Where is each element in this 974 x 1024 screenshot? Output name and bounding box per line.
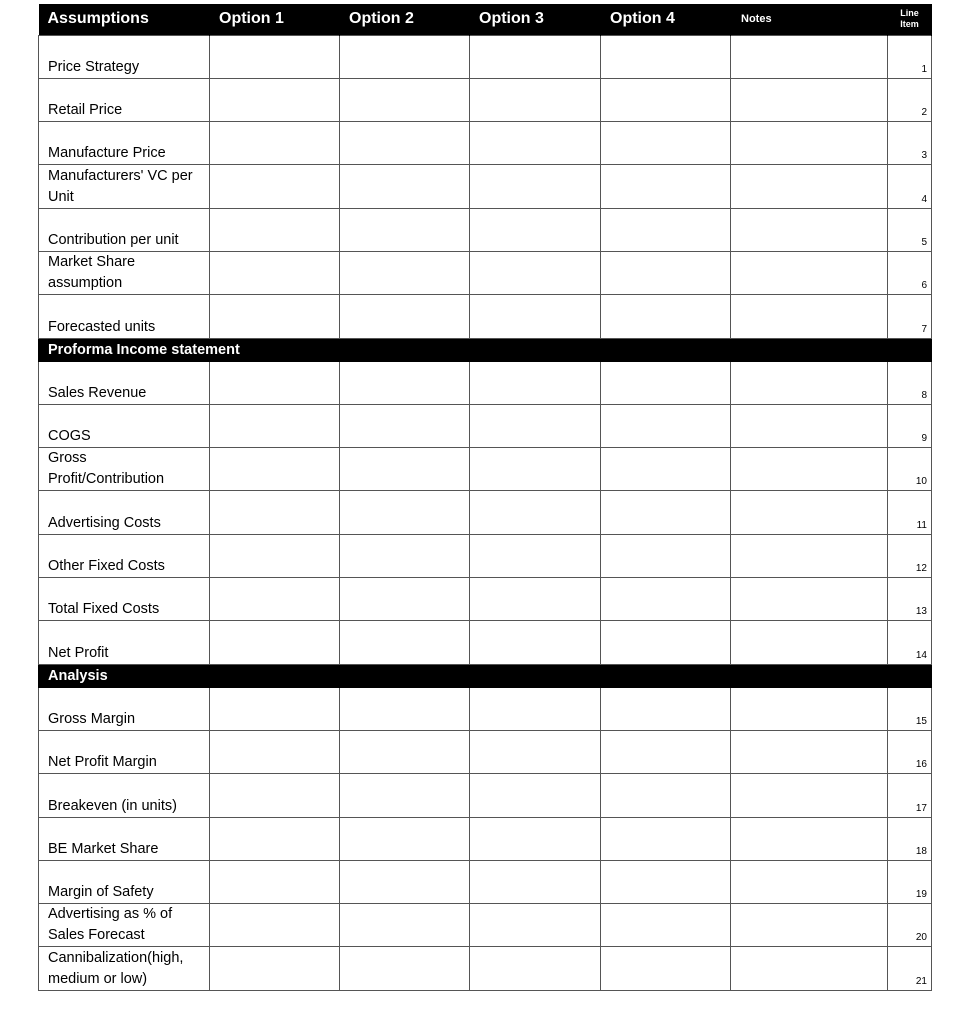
table-row: [39, 687, 932, 730]
notes-cell[interactable]: [731, 621, 888, 664]
option-3-cell[interactable]: [470, 621, 601, 664]
option-2-cell[interactable]: [340, 860, 470, 903]
row-label: Sales Revenue: [39, 361, 210, 404]
option-3-cell[interactable]: [470, 687, 601, 730]
option-3-cell[interactable]: [470, 904, 601, 947]
option-3-cell[interactable]: [470, 251, 601, 294]
notes-cell[interactable]: [731, 904, 888, 947]
line-item-number: 15: [888, 687, 932, 730]
row-label: Net Profit: [39, 621, 210, 664]
option-1-cell[interactable]: [210, 904, 340, 947]
option-2-cell[interactable]: [340, 448, 470, 491]
option-3-cell[interactable]: [470, 491, 601, 534]
option-1-cell[interactable]: [210, 621, 340, 664]
header-option-1: Option 1: [210, 4, 340, 35]
option-2-cell[interactable]: [340, 78, 470, 121]
notes-cell[interactable]: [731, 35, 888, 78]
row-label: Contribution per unit: [39, 208, 210, 251]
option-4-cell[interactable]: [601, 621, 731, 664]
row-label: Gross Margin: [39, 687, 210, 730]
option-4-cell[interactable]: [601, 165, 731, 208]
notes-cell[interactable]: [731, 687, 888, 730]
option-1-cell[interactable]: [210, 491, 340, 534]
table-row: [39, 35, 932, 78]
header-option-4: Option 4: [601, 4, 731, 35]
option-2-cell[interactable]: [340, 491, 470, 534]
section-analysis-title: Analysis: [39, 664, 932, 687]
option-4-cell[interactable]: [601, 860, 731, 903]
line-item-number: 21: [888, 947, 932, 990]
notes-cell[interactable]: [731, 860, 888, 903]
option-2-cell[interactable]: [340, 165, 470, 208]
notes-cell[interactable]: [731, 491, 888, 534]
option-3-cell[interactable]: [470, 860, 601, 903]
option-1-cell[interactable]: [210, 774, 340, 817]
option-2-cell[interactable]: [340, 687, 470, 730]
row-label: Advertising Costs: [39, 491, 210, 534]
table-row: [39, 774, 932, 817]
row-label: Breakeven (in units): [39, 774, 210, 817]
header-option-2: Option 2: [340, 4, 470, 35]
option-3-cell[interactable]: [470, 448, 601, 491]
table-row: [39, 534, 932, 577]
notes-cell[interactable]: [731, 361, 888, 404]
option-1-cell[interactable]: [210, 817, 340, 860]
row-label: Total Fixed Costs: [39, 578, 210, 621]
table-row: [39, 817, 932, 860]
row-label: BE Market Share: [39, 817, 210, 860]
option-3-cell[interactable]: [470, 78, 601, 121]
line-item-number: 6: [888, 251, 932, 294]
line-item-number: 1: [888, 35, 932, 78]
notes-cell[interactable]: [731, 817, 888, 860]
option-1-cell[interactable]: [210, 295, 340, 338]
row-label: Cannibalization(high, medium or low): [39, 947, 210, 990]
table-row: [39, 208, 932, 251]
row-label: Price Strategy: [39, 35, 210, 78]
table-body: [39, 35, 932, 990]
option-1-cell[interactable]: [210, 361, 340, 404]
row-label: Forecasted units: [39, 295, 210, 338]
line-item-number: 19: [888, 860, 932, 903]
option-4-cell[interactable]: [601, 404, 731, 447]
option-2-cell[interactable]: [340, 578, 470, 621]
notes-cell[interactable]: [731, 534, 888, 577]
option-3-cell[interactable]: [470, 578, 601, 621]
notes-cell[interactable]: [731, 578, 888, 621]
option-3-cell[interactable]: [470, 774, 601, 817]
line-item-number: 7: [888, 295, 932, 338]
option-4-cell[interactable]: [601, 295, 731, 338]
line-item-number: 18: [888, 817, 932, 860]
line-item-number: 17: [888, 774, 932, 817]
line-item-number: 11: [888, 491, 932, 534]
line-item-number: 13: [888, 578, 932, 621]
option-4-cell[interactable]: [601, 730, 731, 773]
table-row: [39, 860, 932, 903]
option-4-cell[interactable]: [601, 251, 731, 294]
row-label: Gross Profit/Contribution: [39, 448, 210, 491]
option-3-cell[interactable]: [470, 35, 601, 78]
section-proforma: [39, 338, 932, 361]
option-3-cell[interactable]: [470, 404, 601, 447]
option-1-cell[interactable]: [210, 534, 340, 577]
line-item-number: 3: [888, 122, 932, 165]
option-2-cell[interactable]: [340, 730, 470, 773]
option-4-cell[interactable]: [601, 534, 731, 577]
line-item-number: 8: [888, 361, 932, 404]
table-row: [39, 621, 932, 664]
option-1-cell[interactable]: [210, 208, 340, 251]
option-2-cell[interactable]: [340, 904, 470, 947]
line-item-number: 4: [888, 165, 932, 208]
option-2-cell[interactable]: [340, 404, 470, 447]
header-option-3: Option 3: [470, 4, 601, 35]
row-label: Other Fixed Costs: [39, 534, 210, 577]
option-4-cell[interactable]: [601, 78, 731, 121]
notes-cell[interactable]: [731, 295, 888, 338]
header-line-item: [888, 4, 932, 35]
header-row: [39, 4, 932, 35]
option-1-cell[interactable]: [210, 578, 340, 621]
table-row: [39, 361, 932, 404]
option-1-cell[interactable]: [210, 404, 340, 447]
option-1-cell[interactable]: [210, 687, 340, 730]
option-4-cell[interactable]: [601, 687, 731, 730]
table-row: [39, 448, 932, 491]
table-row: [39, 295, 932, 338]
option-1-cell[interactable]: [210, 122, 340, 165]
notes-cell[interactable]: [731, 251, 888, 294]
option-1-cell[interactable]: [210, 35, 340, 78]
row-label: Net Profit Margin: [39, 730, 210, 773]
option-2-cell[interactable]: [340, 122, 470, 165]
option-2-cell[interactable]: [340, 947, 470, 990]
line-item-number: 5: [888, 208, 932, 251]
header-notes: Notes: [731, 4, 888, 35]
table-row: [39, 578, 932, 621]
option-3-cell[interactable]: [470, 947, 601, 990]
notes-cell[interactable]: [731, 208, 888, 251]
option-2-cell[interactable]: [340, 534, 470, 577]
line-item-number: 20: [888, 904, 932, 947]
table-row: [39, 251, 932, 294]
option-2-cell[interactable]: [340, 361, 470, 404]
option-4-cell[interactable]: [601, 122, 731, 165]
option-2-cell[interactable]: [340, 817, 470, 860]
option-4-cell[interactable]: [601, 904, 731, 947]
header-line-text: Line: [900, 8, 919, 19]
option-1-cell[interactable]: [210, 730, 340, 773]
option-3-cell[interactable]: [470, 122, 601, 165]
option-1-cell[interactable]: [210, 251, 340, 294]
line-item-number: 2: [888, 78, 932, 121]
table-row: [39, 78, 932, 121]
option-2-cell[interactable]: [340, 35, 470, 78]
table-row: [39, 404, 932, 447]
row-label: Retail Price: [39, 78, 210, 121]
notes-cell[interactable]: [731, 404, 888, 447]
header-assumptions: Assumptions: [39, 4, 210, 35]
notes-cell[interactable]: [731, 730, 888, 773]
option-3-cell[interactable]: [470, 165, 601, 208]
option-2-cell[interactable]: [340, 208, 470, 251]
notes-cell[interactable]: [731, 774, 888, 817]
option-4-cell[interactable]: [601, 578, 731, 621]
row-label: COGS: [39, 404, 210, 447]
table-row: [39, 730, 932, 773]
notes-cell[interactable]: [731, 165, 888, 208]
option-2-cell[interactable]: [340, 295, 470, 338]
line-item-number: 9: [888, 404, 932, 447]
row-label: Manufacture Price: [39, 122, 210, 165]
row-label: Advertising as % of Sales Forecast: [39, 904, 210, 947]
option-1-cell[interactable]: [210, 860, 340, 903]
notes-cell[interactable]: [731, 448, 888, 491]
option-4-cell[interactable]: [601, 817, 731, 860]
table-row: [39, 904, 932, 947]
option-1-cell[interactable]: [210, 165, 340, 208]
option-4-cell[interactable]: [601, 947, 731, 990]
option-4-cell[interactable]: [601, 448, 731, 491]
option-3-cell[interactable]: [470, 361, 601, 404]
option-2-cell[interactable]: [340, 621, 470, 664]
option-3-cell[interactable]: [470, 208, 601, 251]
line-item-number: 14: [888, 621, 932, 664]
notes-cell[interactable]: [731, 78, 888, 121]
section-proforma-title: Proforma Income statement: [39, 338, 932, 361]
row-label: Manufacturers' VC per Unit: [39, 165, 210, 208]
option-2-cell[interactable]: [340, 251, 470, 294]
option-1-cell[interactable]: [210, 78, 340, 121]
table-row: [39, 122, 932, 165]
section-analysis: [39, 664, 932, 687]
assumptions-table: [38, 4, 932, 991]
option-3-cell[interactable]: [470, 534, 601, 577]
notes-cell[interactable]: [731, 122, 888, 165]
option-1-cell[interactable]: [210, 947, 340, 990]
option-4-cell[interactable]: [601, 491, 731, 534]
line-item-number: 10: [888, 448, 932, 491]
option-3-cell[interactable]: [470, 817, 601, 860]
option-3-cell[interactable]: [470, 295, 601, 338]
table-row: [39, 165, 932, 208]
row-label: Market Share assumption: [39, 251, 210, 294]
notes-cell[interactable]: [731, 947, 888, 990]
row-label: Margin of Safety: [39, 860, 210, 903]
option-3-cell[interactable]: [470, 730, 601, 773]
option-2-cell[interactable]: [340, 774, 470, 817]
option-1-cell[interactable]: [210, 448, 340, 491]
header-item-text: Item: [900, 19, 919, 30]
worksheet: [38, 4, 931, 991]
option-4-cell[interactable]: [601, 208, 731, 251]
line-item-number: 12: [888, 534, 932, 577]
option-4-cell[interactable]: [601, 774, 731, 817]
option-4-cell[interactable]: [601, 35, 731, 78]
table-row: [39, 947, 932, 990]
line-item-number: 16: [888, 730, 932, 773]
table-row: [39, 491, 932, 534]
option-4-cell[interactable]: [601, 361, 731, 404]
